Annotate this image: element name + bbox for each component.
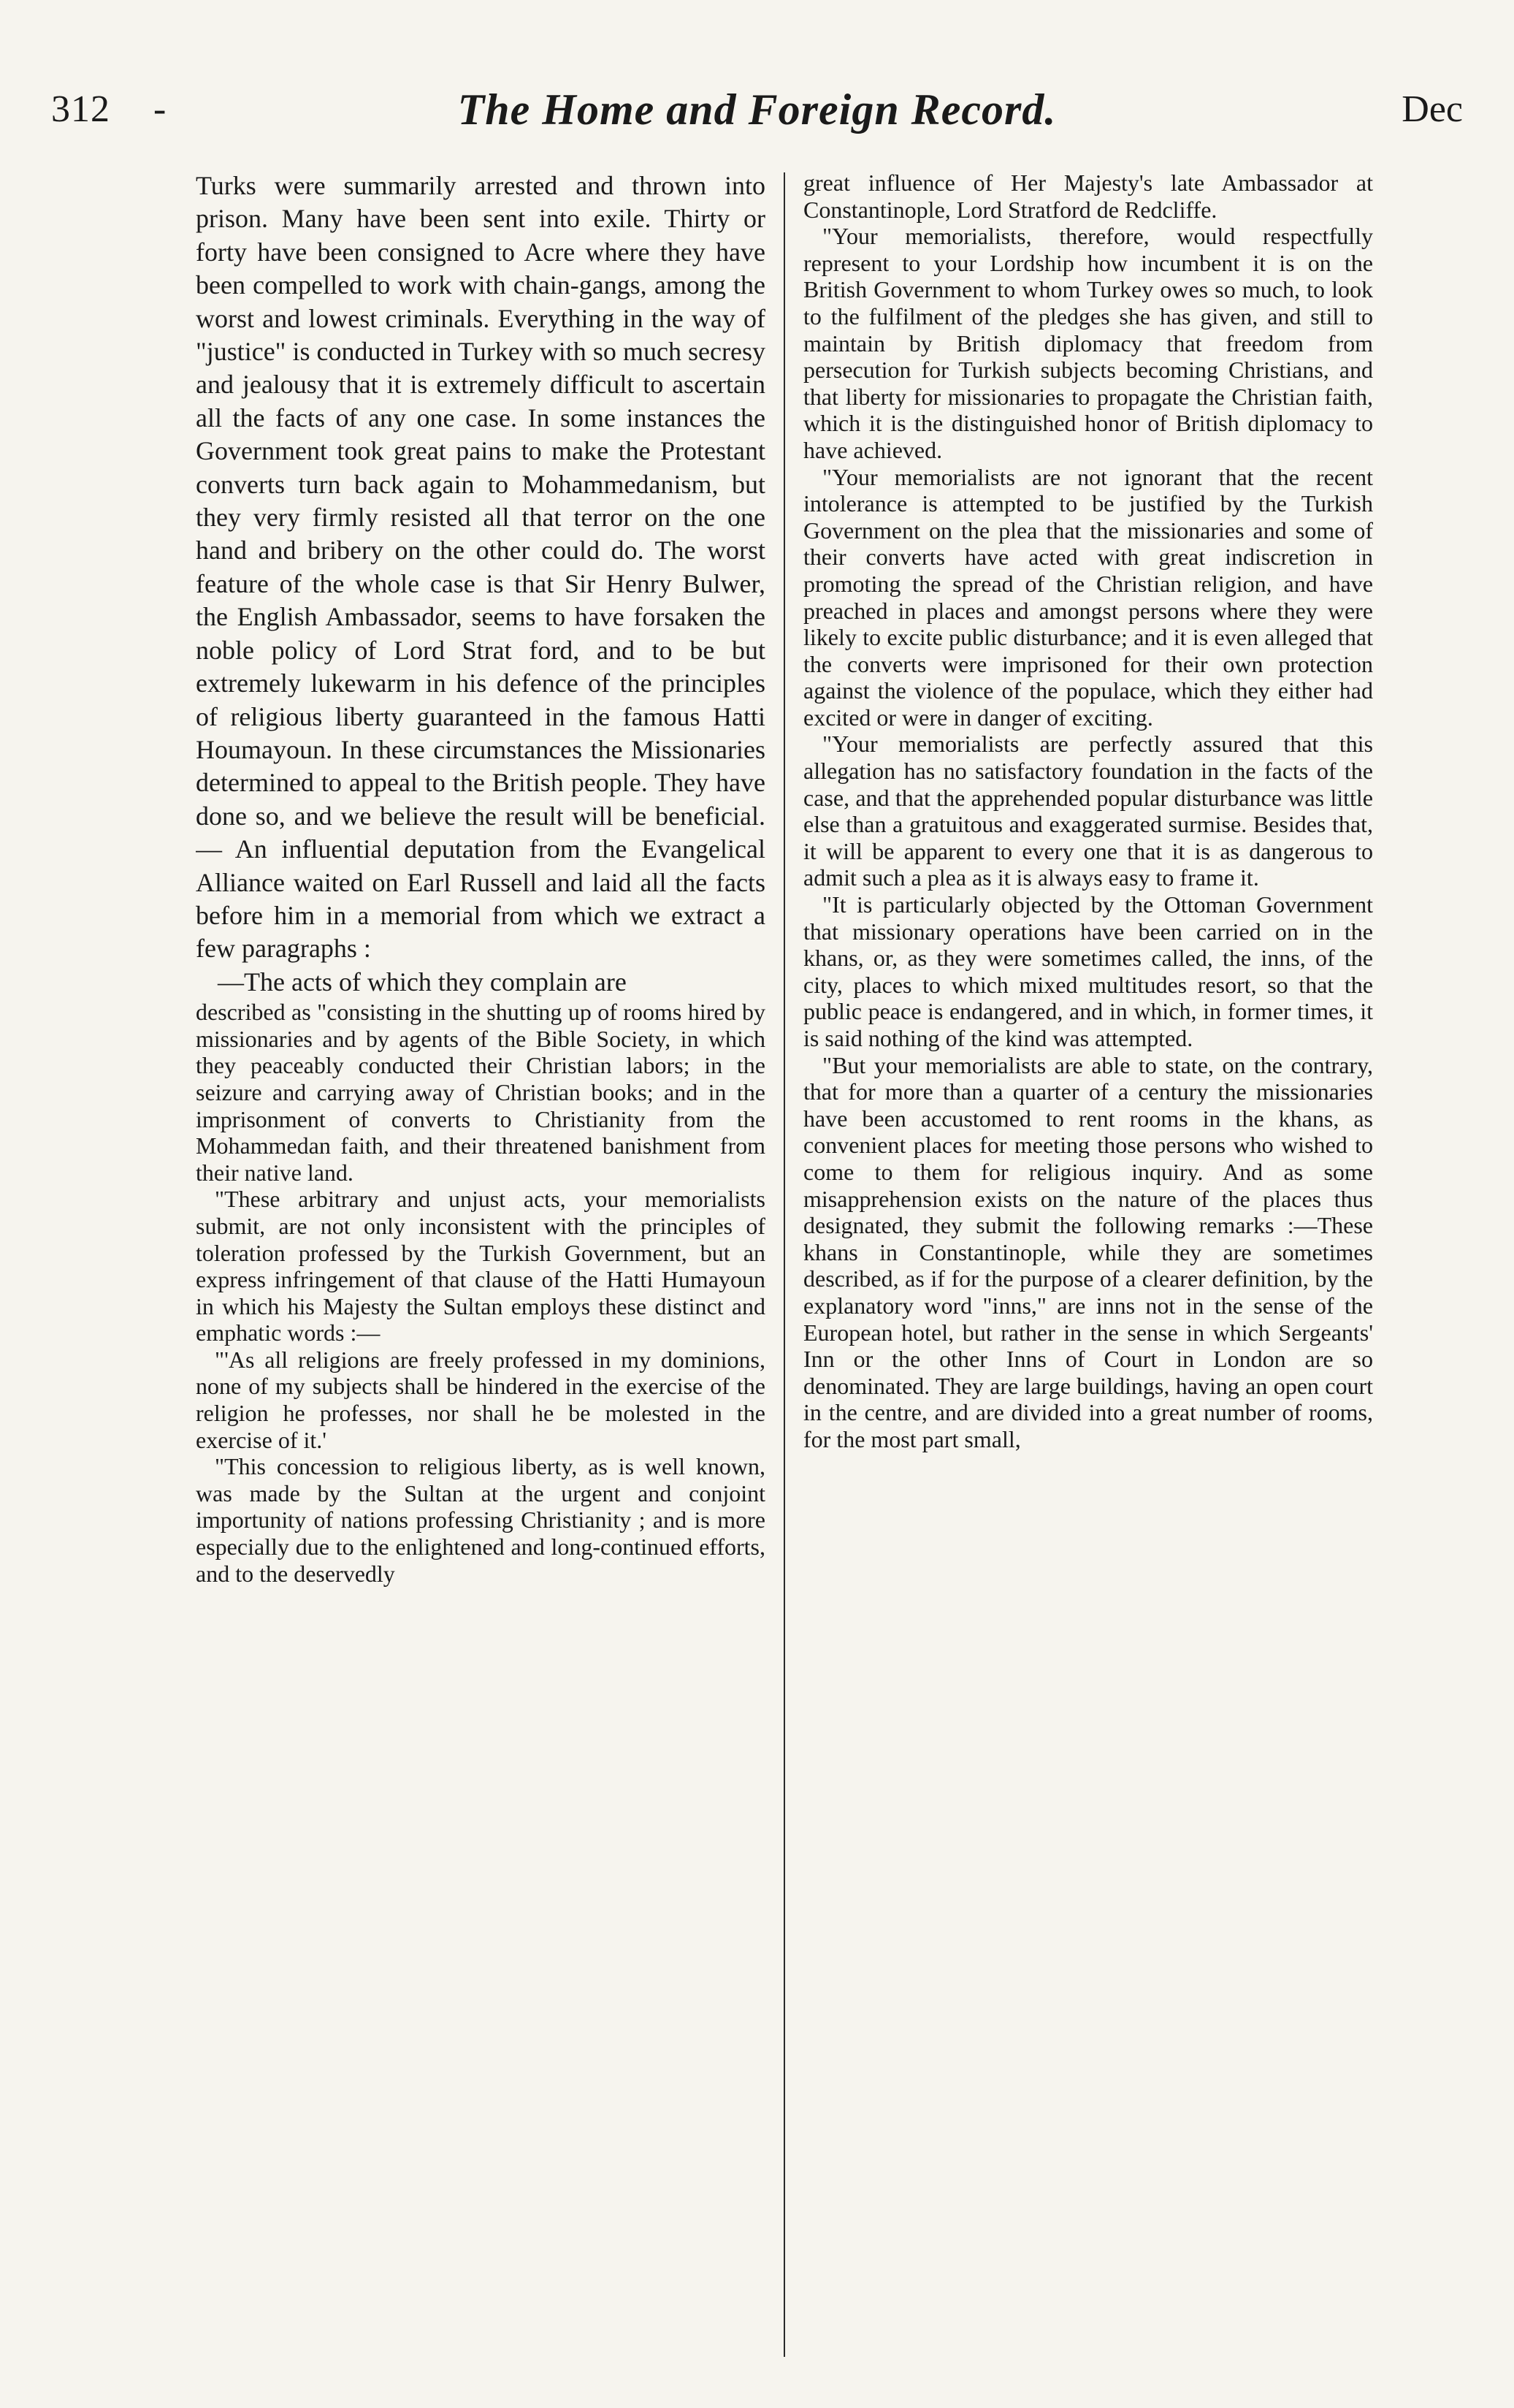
memorial-paragraph: described as "consisting in the shutting up of rooms hired by missionaries and by agents of the Bible Society, in which they peaceably conducted their Christian labors; in the seizure and carrying away of Christian books; and in the imprisonment of converts to Christianity from the Mohammedan faith, and their threatened banishment from their native land. bbox=[196, 999, 765, 1186]
journal-title: The Home and Foreign Record. bbox=[457, 85, 1057, 134]
left-column bbox=[196, 169, 765, 2361]
memorial-paragraph: great influence of Her Majesty's late Ambassador at Constantinople, Lord Stratford de Redcliffe. bbox=[803, 169, 1373, 223]
article-paragraph: —The acts of which they complain are bbox=[218, 967, 627, 997]
memorial-paragraph: "It is particularly objected by the Ottoman Government that missionary operations have been carried on in the khans, or, as they were sometimes called, the inns, of the city, places to which mixed multitudes resort, so that the public peace is endangered, and in which, in former times, it is said nothing of the kind was attempted. bbox=[803, 891, 1373, 1051]
page-number: 312 bbox=[51, 88, 110, 130]
memorial-paragraph: "Your memorialists are perfectly assured that this allegation has no satisfactory foundation in the facts of the case, and that the apprehended popular disturbance was little else than a gratuitous and exaggerated surmise. Besides that, it will be apparent to every one that it is as dangerous to admit such a plea as it is always easy to frame it. bbox=[803, 731, 1373, 891]
header-separator: - bbox=[153, 88, 167, 130]
right-column bbox=[803, 169, 1373, 2361]
memorial-paragraph: "But your memorialists are able to state, on the contrary, that for more than a quarter of a century the missionaries have been accustomed to rent rooms in the khans, as convenient places for meeting those persons who wished to come to them for religious inquiry. And as some misapprehension exists on the nature of the places thus designated, they submit the following remarks :—These khans in Constantinople, while they are sometimes described, as if for the purpose of a clearer definition, by the explanatory word "inns," are inns not in the sense of the European hotel, but rather in the sense in which Sergeants' Inn or the other Inns of Court in London are so denominated. They are large buildings, having an open court in the centre, and are divided into a great number of rooms, for the most part small, bbox=[803, 1051, 1373, 1452]
memorial-quote: "'As all religions are freely professed in my dominions, none of my subjects shall be hindered in the exercise of the religion he professes, nor shall he be molested in the exercise of it.' bbox=[196, 1346, 765, 1453]
header-month: Dec bbox=[1402, 88, 1463, 130]
column-divider bbox=[784, 172, 785, 2357]
memorial-paragraph: "This concession to religious liberty, as is well known, was made by the Sultan at the urgent and conjoint importunity of nations professing Christianity ; and is more especially due to the enlightened and long-continued efforts, and to the deservedly bbox=[196, 1453, 765, 1587]
running-header bbox=[51, 85, 1463, 153]
memorial-paragraph: "These arbitrary and unjust acts, your memorialists submit, are not only inconsistent with the principles of toleration professed by the Turkish Government, but an express infringement of that clause of the Hatti Humayoun in which his Majesty the Sultan employs these distinct and emphatic words :— bbox=[196, 1186, 765, 1346]
memorial-paragraph: "Your memorialists, therefore, would respectfully represent to your Lordship how incumbent it is on the British Government to whom Turkey owes so much, to look to the fulfilment of the pledges she has given, and still to maintain by British diplomacy that freedom from persecution for Turkish subjects becoming Christians, and that liberty for missionaries to propagate the Christian faith, which it is the distinguished honor of British diplomacy to have achieved. bbox=[803, 223, 1373, 463]
memorial-paragraph: "Your memorialists are not ignorant that the recent intolerance is attempted to be justified by the Turkish Government on the plea that the missionaries and some of their converts have acted with great indiscretion in promoting the spread of the Christian religion, and have preached in places and amongst persons where they were likely to excite public disturbance; and it is even alleged that the converts were imprisoned for their own protection against the violence of the populace, which they either had excited or were in danger of exciting. bbox=[803, 463, 1373, 731]
article-paragraph: Turks were summarily arrested and thrown into prison. Many have been sent into exile. Thirty or forty have been consigned to Acre where they have been compelled to work with chain-gangs, among the worst and lowest criminals. Everything in the way of "justice" is conducted in Turkey with so much secresy and jealousy that it is extremely difficult to ascertain all the facts of any one case. In some instances the Government took great pains to make the Protestant converts turn back again to Mohammedanism, but they very firmly resisted all that terror on the one hand and bribery on the other could do. The worst feature of the whole case is that Sir Henry Bulwer, the English Ambassador, seems to have forsaken the noble policy of Lord Strat ford, and to be but extremely lukewarm in his defence of the principles of religious liberty guaranteed in the famous Hatti Houmayoun. In these circumstances the Missionaries determined to appeal to the British people. They have done so, and we believe the result will be beneficial.— An influential deputation from the Evangelical Alliance waited on Earl Russell and laid all the facts before him in a memorial from which we extract a few paragraphs : bbox=[196, 171, 765, 964]
